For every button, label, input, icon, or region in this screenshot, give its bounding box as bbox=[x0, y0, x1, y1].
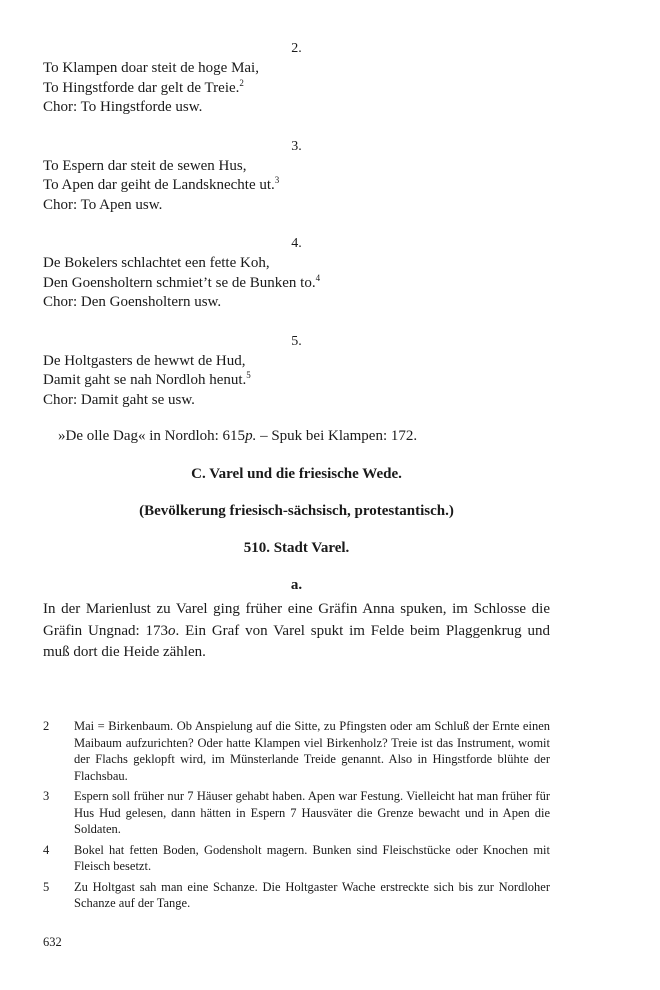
stanza-number: 3. bbox=[291, 138, 302, 154]
chorus-line: Chor: To Hingstforde usw. bbox=[43, 99, 203, 115]
footnote bbox=[43, 842, 550, 875]
footnotes bbox=[43, 718, 550, 916]
footnote-number: 3 bbox=[43, 789, 50, 803]
cross-reference: »De olle Dag« in Nordloh: 615p. – Spuk bei Klampen: 172. bbox=[58, 428, 418, 444]
footnote-ref: 4 bbox=[315, 272, 321, 283]
page-body bbox=[43, 40, 550, 664]
stanza bbox=[43, 138, 550, 216]
chorus-line: Chor: Den Goensholtern usw. bbox=[43, 294, 222, 310]
stanza bbox=[43, 40, 550, 118]
footnote bbox=[43, 788, 550, 838]
verse-line: To Klampen doar steit de hoge Mai, bbox=[43, 60, 259, 76]
part-label: a. bbox=[290, 577, 303, 593]
verse-line: Den Goensholtern schmiet’t se de Bunken to.$^4$ bbox=[43, 272, 321, 291]
story-title: 510. Stadt Varel. bbox=[243, 540, 350, 556]
footnote bbox=[43, 718, 550, 784]
footnote-number: 5 bbox=[43, 879, 50, 894]
chorus-line: Chor: To Apen usw. bbox=[43, 196, 163, 213]
verse-line: Damit gaht se nah Nordloh henut.$^5$ bbox=[43, 370, 251, 388]
verse-line: To Apen dar geiht de Landsknechte ut.$^3$ bbox=[43, 175, 280, 193]
footnote-text: Espern soll früher nur 7 Häuser gehabt haben. Apen war Festung. Vielleicht hat man früher für Hus Hud gelesen, dann hätten in Espern 7 Hausväter die Grenze bewacht und in Apen die Soldaten. bbox=[74, 789, 550, 836]
footnote-ref: 5 bbox=[246, 370, 251, 380]
body-paragraph: In der Marienlust zu Varel ging früher eine Gräfin Anna spuken, im Schlosse die Gräfin Ungnad: 173o. Ein Graf von Varel spukt im Felde beim Plaggenkrug und muß dort die Heide zählen. bbox=[43, 601, 551, 660]
verse-line: To Espern dar steit de sewen Hus, bbox=[43, 157, 247, 174]
footnote-text: Zu Holtgast sah man eine Schanze. Die Holtgaster Wache erstreckte sich bis zur Nordloher Schanze auf der Tange. bbox=[74, 879, 550, 910]
verse-line: De Bokelers schlachtet een fette Koh, bbox=[43, 255, 270, 271]
stanza bbox=[43, 333, 550, 411]
chorus-line: Chor: Damit gaht se usw. bbox=[43, 391, 195, 408]
section-subheading: (Bevölkerung friesisch-sächsisch, protestantisch.) bbox=[139, 503, 454, 519]
footnote-number: 2 bbox=[43, 719, 50, 733]
stanza-number: 5. bbox=[291, 333, 302, 349]
page-number: 632 bbox=[43, 935, 62, 949]
footnote-ref: 3 bbox=[274, 175, 280, 185]
footnote-text: Mai = Birkenbaum. Ob Anspielung auf die Sitte, zu Pfingsten oder am Schluß der Ernte einen Maibaum aufzurichten? Oder hatte Klampen viel Birkenholz? Treie ist das Instrument, womit der Flachs geklopft wird, im Münsterlande Treide genannt. Also in Hingstforde blühte der Flachsbau. bbox=[74, 719, 550, 783]
footnote-ref: 2 bbox=[239, 77, 244, 88]
stanza bbox=[43, 235, 550, 313]
footnote-number: 4 bbox=[43, 842, 50, 857]
verse-line: De Holtgasters de hewwt de Hud, bbox=[43, 352, 246, 369]
footnote-text: Bokel hat fetten Boden, Godensholt magern. Bunken sind Fleischstücke oder Knochen mit Fleisch besetzt. bbox=[74, 842, 550, 873]
section-heading: C. Varel und die friesische Wede. bbox=[191, 466, 402, 482]
stanza-number: 4. bbox=[291, 236, 302, 251]
footnote bbox=[43, 879, 550, 912]
verse-line: To Hingstforde dar gelt de Treie.$^2$ bbox=[43, 77, 244, 96]
stanza-number: 2. bbox=[291, 41, 302, 56]
